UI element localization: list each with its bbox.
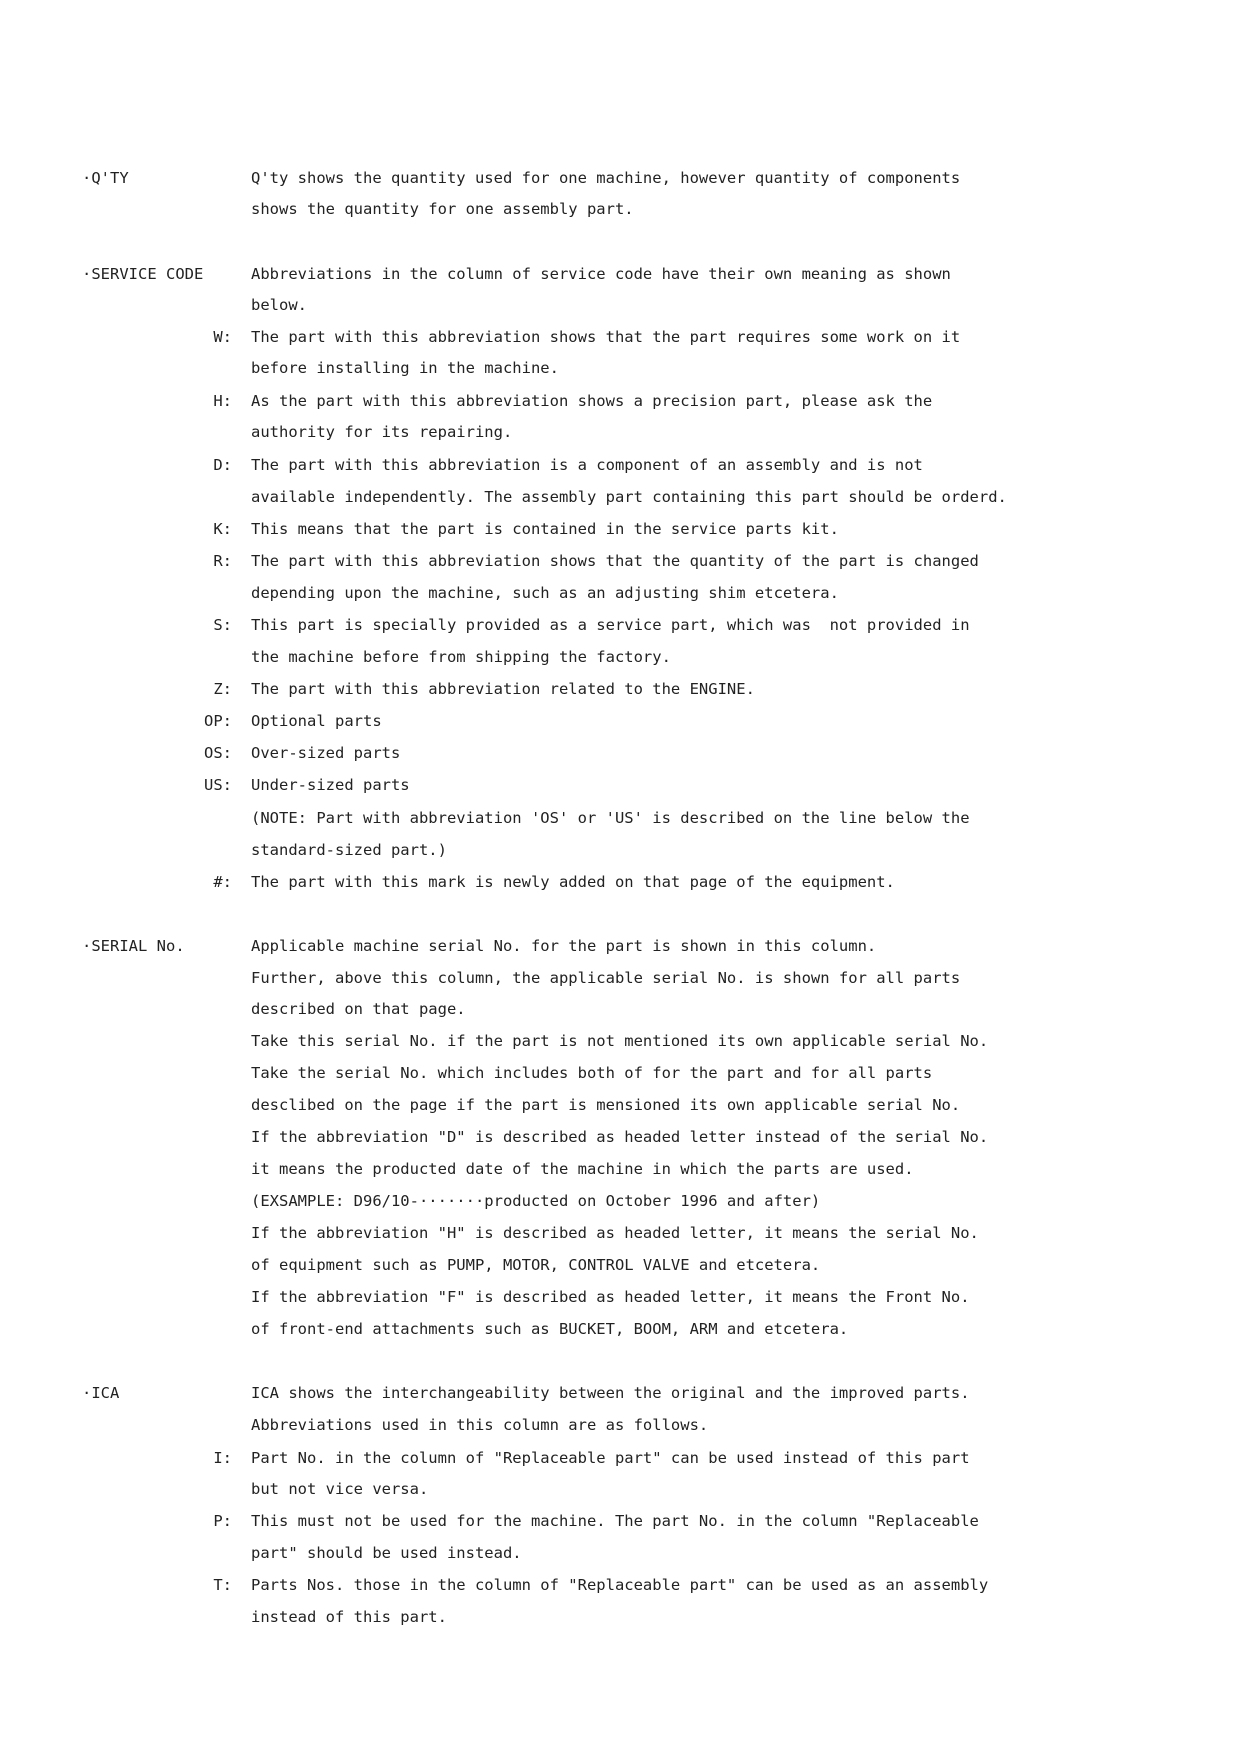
service-code-h-line-1: As the part with this abbreviation shows a precision part, please ask the [251,392,933,410]
term-service-code: ·SERVICE CODE [82,265,204,283]
service-code-d: D: [213,456,232,474]
serial-no-line-6: desclibed on the page if the part is mensioned its own applicable serial No. [251,1096,961,1114]
service-code-r-line-2: depending upon the machine, such as an adjusting shim etcetera. [251,584,839,602]
serial-no-line-5: Take the serial No. which includes both of for the part and for all parts [251,1064,933,1082]
service-code-us-note-2: standard-sized part.) [251,841,447,859]
serial-no-line-10: If the abbreviation "H" is described as headed letter, it means the serial No. [251,1224,979,1242]
ica-code-t-line-1: Parts Nos. those in the column of "Replaceable part" can be used as an assembly [251,1576,989,1594]
ica-code-t: T: [213,1576,232,1594]
ica-code-p-line-1: This must not be used for the machine. The part No. in the column "Replaceable [251,1512,979,1530]
serial-no-line-3: described on that page. [251,1000,466,1018]
serial-no-line-2: Further, above this column, the applicable serial No. is shown for all parts [251,969,961,987]
service-code-os: OS: [204,744,232,762]
service-code-k: K: [213,520,232,538]
service-code-line-1: Abbreviations in the column of service code have their own meaning as shown [251,265,951,283]
serial-no-line-1: Applicable machine serial No. for the part is shown in this column. [251,937,877,955]
serial-no-line-13: of front-end attachments such as BUCKET, BOOM, ARM and etcetera. [251,1320,849,1338]
term-ica: ·ICA [82,1384,120,1402]
service-code-d-line-2: available independently. The assembly part containing this part should be orderd. [251,488,1007,506]
ica-code-p-line-2: part" should be used instead. [251,1544,522,1562]
qty-line-1: Q'ty shows the quantity used for one machine, however quantity of components [251,169,961,187]
serial-no-line-11: of equipment such as PUMP, MOTOR, CONTROL VALVE and etcetera. [251,1256,821,1274]
service-code-k-line-1: This means that the part is contained in the service parts kit. [251,520,839,538]
service-code-h: H: [213,392,232,410]
service-code-hash: #: [213,873,232,891]
qty-line-2: shows the quantity for one assembly part. [251,200,634,218]
ica-code-p: P: [213,1512,232,1530]
service-code-w-line-2: before installing in the machine. [251,359,559,377]
service-code-r-line-1: The part with this abbreviation shows that the quantity of the part is changed [251,552,979,570]
service-code-w-line-1: The part with this abbreviation shows that the part requires some work on it [251,328,961,346]
service-code-line-2: below. [251,296,307,314]
serial-no-line-12: If the abbreviation "F" is described as headed letter, it means the Front No. [251,1288,970,1306]
service-code-s: S: [213,616,232,634]
service-code-w: W: [213,328,232,346]
service-code-s-line-2: the machine before from shipping the factory. [251,648,671,666]
service-code-op-line-1: Optional parts [251,712,382,730]
service-code-z: Z: [213,680,232,698]
service-code-op: OP: [204,712,232,730]
ica-line-1: ICA shows the interchangeability between the original and the improved parts. [251,1384,970,1402]
service-code-us-line-1: Under-sized parts [251,776,410,794]
ica-code-i: I: [213,1449,232,1467]
service-code-d-line-1: The part with this abbreviation is a component of an assembly and is not [251,456,923,474]
service-code-os-line-1: Over-sized parts [251,744,401,762]
service-code-hash-line-1: The part with this mark is newly added on that page of the equipment. [251,873,895,891]
service-code-r: R: [213,552,232,570]
service-code-s-line-1: This part is specially provided as a service part, which was not provided in [251,616,970,634]
ica-code-t-line-2: instead of this part. [251,1608,447,1626]
service-code-us: US: [204,776,232,794]
term-serial-no: ·SERIAL No. [82,937,185,955]
ica-code-i-line-1: Part No. in the column of "Replaceable part" can be used instead of this part [251,1449,970,1467]
term-qty: ·Q'TY [82,169,129,187]
serial-no-line-7: If the abbreviation "D" is described as headed letter instead of the serial No. [251,1128,989,1146]
service-code-h-line-2: authority for its repairing. [251,423,513,441]
service-code-us-note-1: (NOTE: Part with abbreviation 'OS' or 'US' is described on the line below the [251,809,970,827]
serial-no-line-8: it means the producted date of the machine in which the parts are used. [251,1160,914,1178]
ica-line-2: Abbreviations used in this column are as follows. [251,1416,709,1434]
serial-no-line-4: Take this serial No. if the part is not mentioned its own applicable serial No. [251,1032,989,1050]
serial-no-line-9: (EXSAMPLE: D96/10-·······producted on October 1996 and after) [251,1192,821,1210]
ica-code-i-line-2: but not vice versa. [251,1480,429,1498]
service-code-z-line-1: The part with this abbreviation related to the ENGINE. [251,680,755,698]
